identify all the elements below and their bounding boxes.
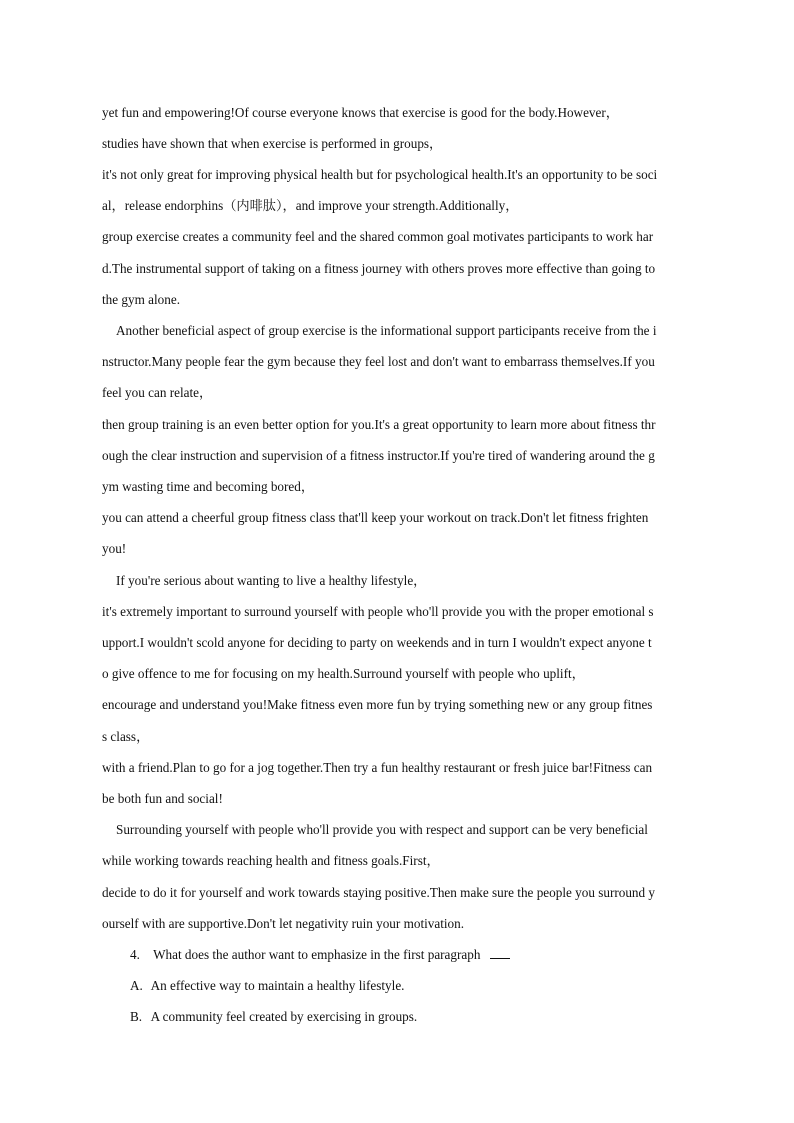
passage-line: Another beneficial aspect of group exercise is the informational support participants receive from the i [116,323,657,338]
passage-line: the gym alone. [102,292,181,307]
option-text: An effective way to maintain a healthy lifestyle. [150,978,405,993]
option-a[interactable] [130,977,630,995]
passage-line: ym wasting time and becoming bored， [102,479,315,494]
passage-line: you! [102,541,127,556]
passage-line: o give offence to me for focusing on my health.Surround yourself with people who uplift， [102,666,585,681]
passage-line: Surrounding yourself with people who'll provide you with respect and support can be very beneficial [116,822,648,837]
passage-line: be both fun and social! [102,791,223,806]
passage-line: nstructor.Many people fear the gym because they feel lost and don't want to embarrass themselves.If you [102,354,655,369]
passage-line: upport.I wouldn't scold anyone for deciding to party on weekends and in turn I wouldn't expect anyone t [102,635,652,650]
passage-line: ough the clear instruction and supervision of a fitness instructor.If you're tired of wandering around the g [102,448,655,463]
option-label: A. [130,978,143,993]
passage-line: it's extremely important to surround yourself with people who'll provide you with the proper emotional s [102,604,654,619]
passage-line: it's not only great for improving physical health but for psychological health.It's an opportunity to be soci [102,167,658,182]
passage-line: d.The instrumental support of taking on a fitness journey with others proves more effective than going to [102,261,656,276]
passage-line: studies have shown that when exercise is performed in groups， [102,136,443,151]
passage-line: If you're serious about wanting to live a healthy lifestyle， [116,573,427,588]
question-text: What does the author want to emphasize in the first paragraph [153,947,481,962]
passage-line: decide to do it for yourself and work towards staying positive.Then make sure the people you surround y [102,885,656,900]
passage-line: encourage and understand you!Make fitness even more fun by trying something new or any group fitnes [102,697,653,712]
passage-line: s class， [102,729,150,744]
passage-line: while working towards reaching health and fitness goals.First， [102,853,440,868]
passage-line: group exercise creates a community feel and the shared common goal motivates participants to work har [102,229,654,244]
passage-line: feel you can relate， [102,385,213,400]
passage-line: with a friend.Plan to go for a jog together.Then try a fun healthy restaurant or fresh juice bar!Fitness can [102,760,653,775]
passage-line: al，release endorphins（内啡肽），and improve your strength.Additionally， [102,198,519,213]
option-text: A community feel created by exercising in groups. [150,1009,418,1024]
option-label: B. [130,1009,143,1024]
passage-line: you can attend a cheerful group fitness class that'll keep your workout on track.Don't let fitness frighten [102,510,649,525]
passage-line: ourself with are supportive.Don't let negativity ruin your motivation. [102,916,465,931]
passage-line: then group training is an even better option for you.It's a great opportunity to learn more about fitness thr [102,417,656,432]
question-number: 4. [130,947,140,962]
answer-blank [490,946,510,959]
passage-line: yet fun and empowering!Of course everyone knows that exercise is good for the body.However， [102,105,619,120]
option-b[interactable] [130,1008,630,1026]
question-stem [130,946,630,964]
